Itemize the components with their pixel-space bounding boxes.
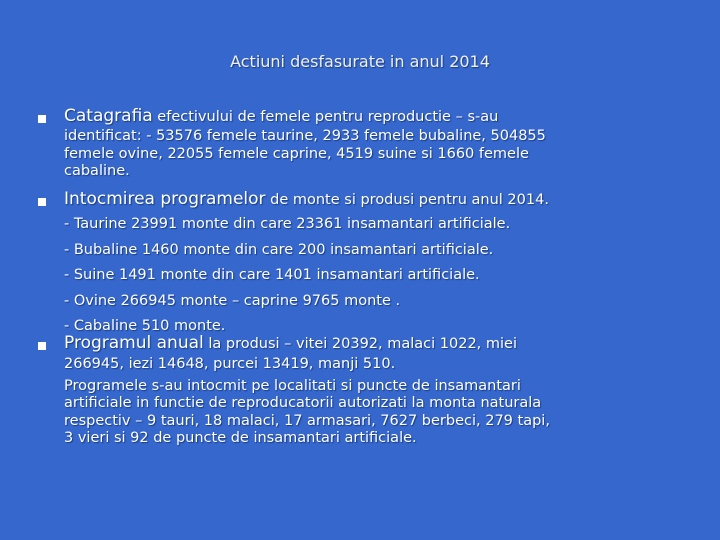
bullet-square-icon [38, 115, 46, 123]
text-line: - Bubaline 1460 monte din care 200 insamantari artificiale. [64, 241, 494, 258]
text-line: artificiale in functie de reproducatorii autorizati la monta naturala [64, 395, 542, 411]
text-line: femele ovine, 22055 femele caprine, 4519 suine si 1660 femele [64, 145, 529, 162]
bullet-catagrafia-body [64, 128, 684, 181]
text-line: - Taurine 23991 monte din care 23361 insamantari artificiale. [64, 216, 511, 232]
bullet-square-icon [38, 342, 46, 350]
bullet-lead-programe: Intocmirea programelor [64, 189, 266, 209]
text-line: Programele s-au intocmit pe localitati si puncte de insamantari [64, 377, 521, 394]
text-line: identificat: - 53576 femele taurine, 2933 femele bubaline, 504855 [64, 128, 546, 144]
bullet-program-anual-body [64, 356, 684, 448]
bullet-program-anual-heading [64, 335, 684, 354]
text-line: 3 vieri si 92 de puncte de insamantari artificiale. [64, 430, 417, 446]
bullet-square-icon [38, 198, 46, 206]
bullet-lead-program-anual: Programul anual [64, 333, 204, 353]
bullet-lead-catagrafia: Catagrafia [64, 106, 153, 126]
text-line: cabaline. [64, 163, 130, 179]
text-line: 266945, iezi 14648, purcei 13419, manji 510. [64, 356, 396, 372]
slide-title: Actiuni desfasurate in anul 2014 [230, 52, 490, 71]
text-line: - Cabaline 510 monte. [64, 318, 226, 334]
text-line: respectiv – 9 tauri, 18 malaci, 17 armasari, 7627 berbeci, 279 tapi, [64, 412, 550, 429]
bullet-rest-catagrafia: efectivului de femele pentru reproductie – s-au [152, 109, 499, 125]
bullet-programe-body [64, 212, 684, 340]
bullet-rest-program-anual: la produsi – vitei 20392, malaci 1022, miei [203, 336, 518, 352]
bullet-catagrafia-heading [64, 108, 684, 127]
bullet-programe-heading [64, 191, 684, 210]
text-line: - Suine 1491 monte din care 1401 insamantari artificiale. [64, 267, 480, 283]
text-line: - Ovine 266945 monte – caprine 9765 monte . [64, 292, 401, 309]
bullet-rest-programe: de monte si produsi pentru anul 2014. [265, 192, 549, 208]
